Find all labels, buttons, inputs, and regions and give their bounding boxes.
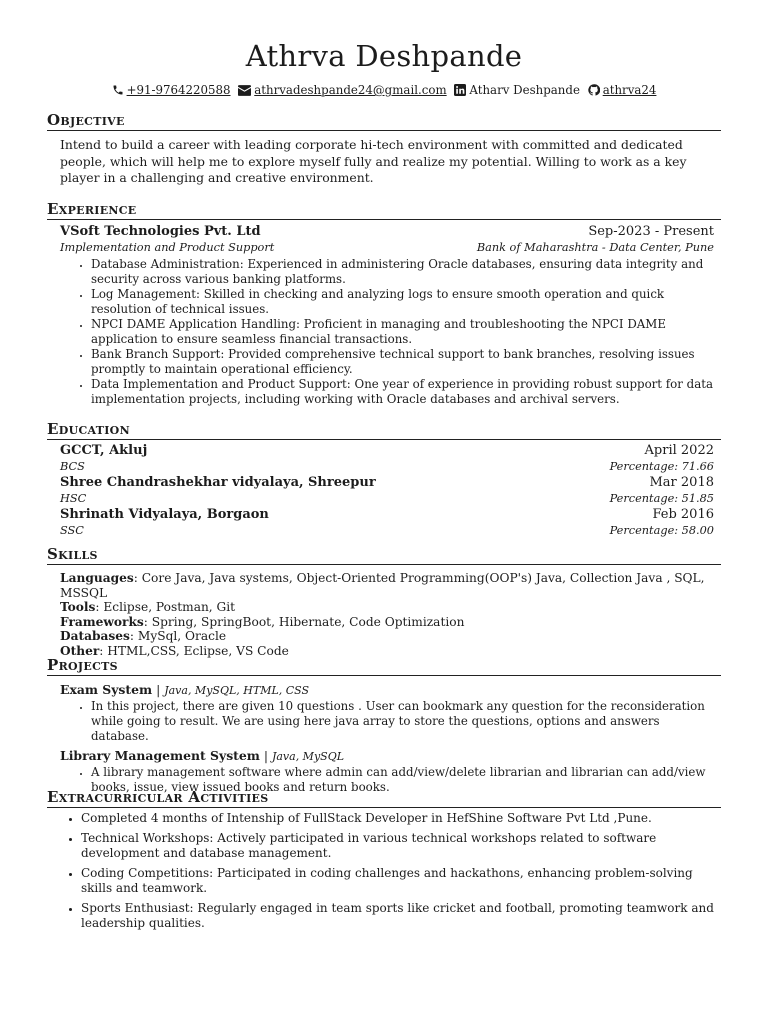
objective-section [47,111,721,187]
project-separator: | [152,682,165,697]
contact-github[interactable] [588,83,657,100]
school-score: Percentage: 58.00 [609,524,714,537]
school-name: GCCT, Akluj [60,443,148,458]
envelope-icon [238,85,251,100]
school-date: Feb 2016 [652,507,714,522]
school-date: Mar 2018 [649,475,714,490]
email-link[interactable]: athrvadeshpande24@gmail.com [254,83,447,97]
section-title-education: Education [47,420,721,440]
list-item: • Completed 4 months of Intenship of FullStack Developer in HefShine Software Pvt Ltd ,Pune. [81,811,717,826]
skill-label: Tools [60,600,96,615]
skill-label: Other [60,643,100,658]
section-title-skills: Skills [47,545,721,565]
list-item: • Data Implementation and Product Support: One year of experience in providing robust support for data implementation projects, including working with Oracle databases and archival servers. [91,377,717,407]
list-item: • Database Administration: Experienced in administering Oracle databases, ensuring data integrity and security across various banking platforms. [91,257,717,287]
project-name: Exam System [60,682,153,697]
skill-value: : Core Java, Java systems, Object-Oriented Programming(OOP's) Java, Collection Java , SQL, MSSQL [60,571,705,600]
skill-value: : Spring, SpringBoot, Hibernate, Code Optimization [143,614,465,629]
job-bullets [47,257,717,407]
school-degree: SSC [60,524,84,537]
skill-label: Databases [60,629,130,644]
section-title-experience: Experience [47,200,721,220]
phone-icon [112,84,124,100]
skill-row [60,615,721,630]
project-entry [47,682,721,743]
list-item: • NPCI DAME Application Handling: Proficient in managing and troubleshooting the NPCI DAME application to ensure seamless financial transactions. [91,317,717,347]
job-company: VSoft Technologies Pvt. Ltd [60,224,261,239]
section-title-extracurricular: Extracurricular Activities [47,788,721,808]
education-entry [47,442,721,474]
skills-section [47,545,721,659]
school-score: Percentage: 71.66 [609,460,714,473]
project-tech: Java, MySQL, HTML, CSS [164,684,310,697]
list-item: • Coding Competitions: Participated in coding challenges and hackathons, enhancing problem-solving skills and teamwork. [81,866,717,896]
school-name: Shrinath Vidyalaya, Borgaon [60,507,269,522]
skill-value: : HTML,CSS, Eclipse, VS Code [99,643,289,658]
school-degree: BCS [60,460,85,473]
resume-page [47,38,721,930]
project-heading [60,748,721,765]
contact-linkedin[interactable] [454,83,580,100]
job-dates: Sep-2023 - Present [588,224,714,239]
list-item: • A library management software where admin can add/view/delete librarian and librarian can add/view books, issue, view issued books and return books. [91,765,717,795]
contact-email[interactable] [238,83,446,100]
project-tech: Java, MySQL [271,750,345,764]
resume-name: Athrva Deshpande [245,39,523,73]
project-name: Library Management System [60,748,260,764]
school-degree: HSC [60,492,87,505]
list-item: • Bank Branch Support: Provided comprehensive technical support to bank branches, resolving issues promptly to maintain operational efficiency. [91,347,717,377]
github-link[interactable]: athrva24 [602,83,657,97]
contact-phone[interactable] [112,83,231,100]
section-title-projects: Projects [47,656,721,676]
extracurricular-list [47,811,717,931]
job-role: Implementation and Product Support [60,241,275,254]
education-entry [47,506,721,538]
linkedin-link[interactable]: Atharv Deshpande [469,83,580,97]
extracurricular-section [47,788,721,936]
contact-bar [47,83,721,100]
school-name: Shree Chandrashekhar vidyalaya, Shreepur [60,475,376,490]
experience-section [47,200,721,407]
school-date: April 2022 [644,443,714,458]
list-item: • Log Management: Skilled in checking and analyzing logs to ensure smooth operation and quick resolution of technical issues. [91,287,717,317]
section-title-objective: Objective [47,111,721,131]
project-heading [60,682,721,699]
skill-label: Languages [60,571,134,585]
skills-list [60,571,721,659]
skill-label: Frameworks [60,614,144,629]
skill-value: : Eclipse, Postman, Git [95,600,236,615]
list-item: • Technical Workshops: Actively participated in various technical workshops related to software development and database management. [81,831,717,861]
skill-row [60,600,721,615]
education-entry [47,474,721,506]
phone-link[interactable]: +91-9764220588 [126,83,231,97]
linkedin-icon [454,84,466,100]
list-item: • In this project, there are given 10 questions . User can bookmark any question for the reconsideration while going to result. We are using here java array to store the questions, options and answers database. [91,699,717,743]
github-icon [588,84,600,100]
school-score: Percentage: 51.85 [609,492,714,505]
list-item: • Sports Enthusiast: Regularly engaged in team sports like cricket and football, promoting teamwork and leadership qualities. [81,901,717,931]
education-section [47,420,721,538]
objective-text: Intend to build a career with leading corporate hi-tech environment with committed and dedicated people, which will help me to explore myself fully and realize my potential. Willing to work as a key player in a challenging and creative environment. [60,137,687,185]
skill-value: : MySql, Oracle [129,629,227,644]
project-bullets [47,699,717,743]
projects-section [47,656,721,795]
job-location: Bank of Maharashtra - Data Center, Pune [476,241,714,254]
skill-row [60,629,721,644]
skill-row [60,571,721,600]
project-separator: | [259,748,272,764]
job-entry [47,223,721,407]
